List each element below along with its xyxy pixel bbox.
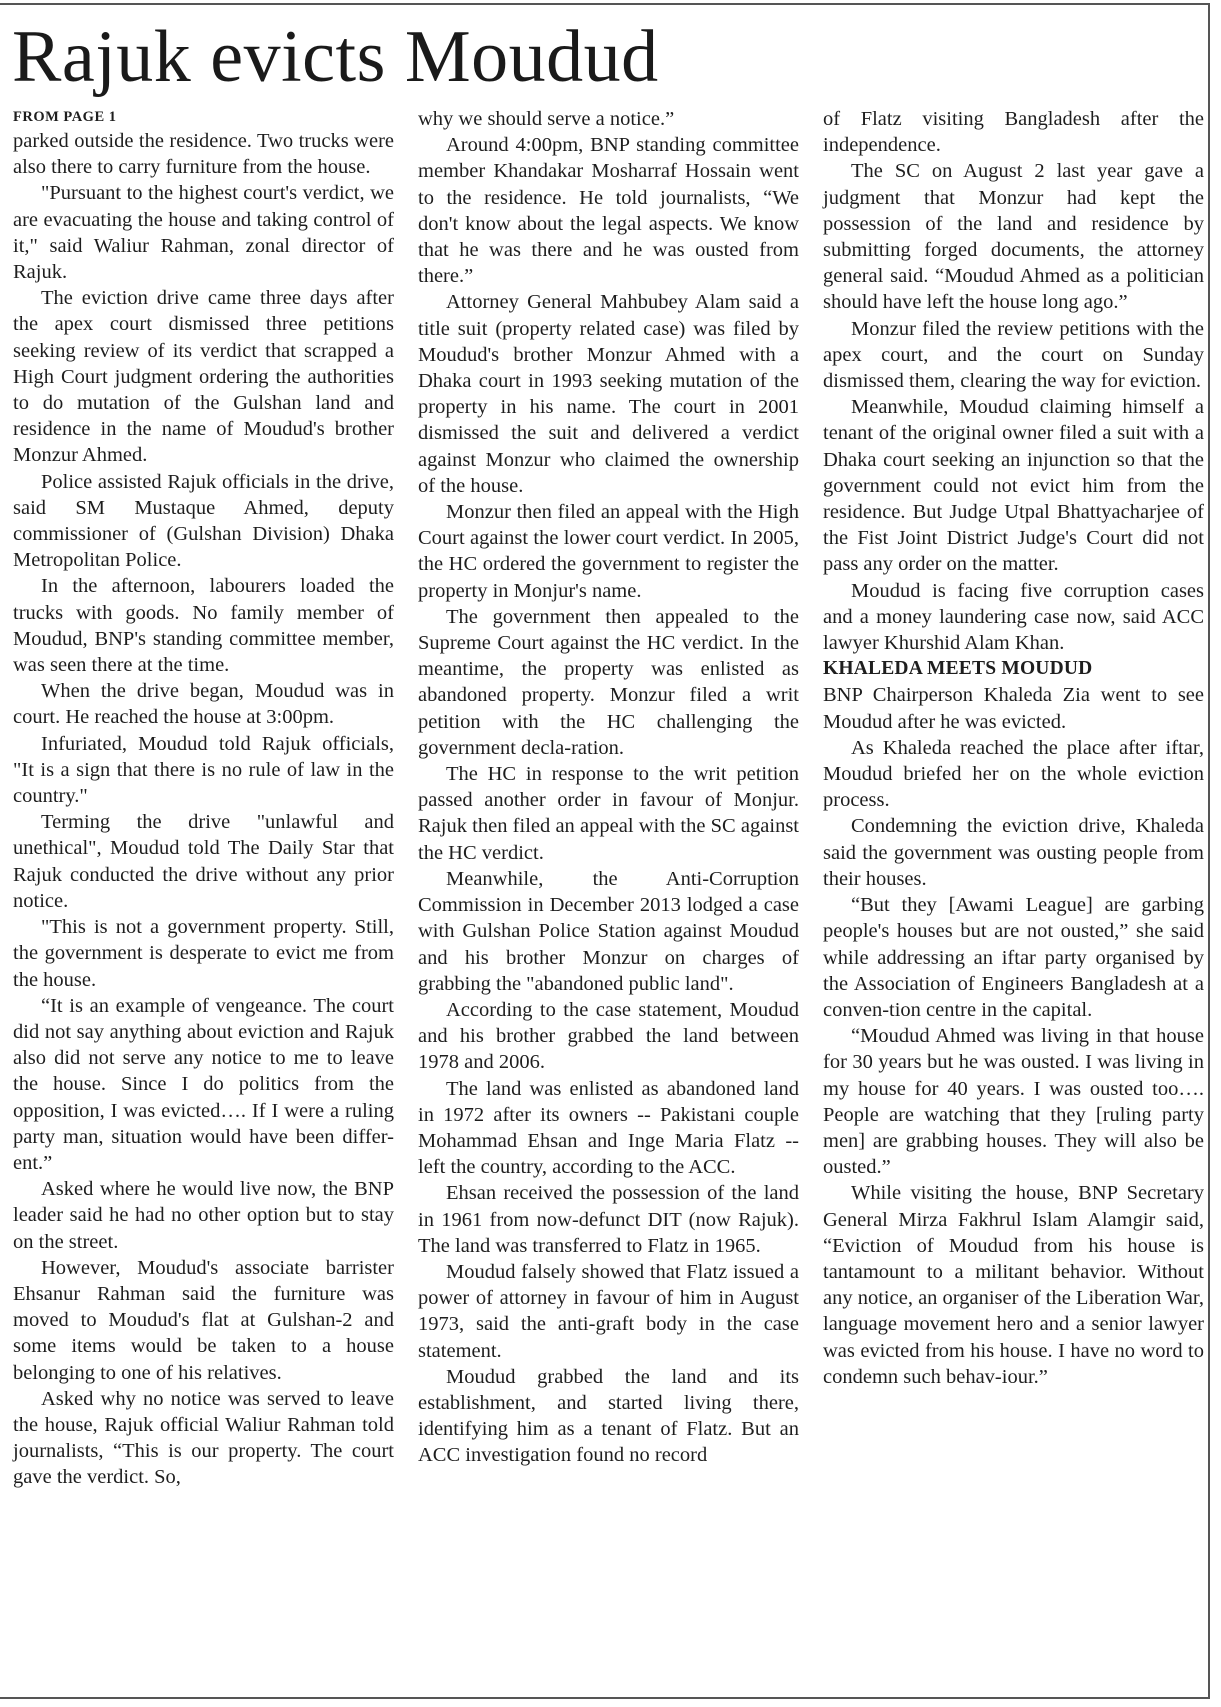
paragraph: The government then appealed to the Supreme Court against the HC verdict. In the meantime, the property was enlisted as abandoned property. Monzur filed a writ petition with the HC challenging the government decla-ration. xyxy=(418,605,799,759)
paragraph: “It is an example of vengeance. The court did not say anything about eviction and Rajuk also did not serve any notice to me to leave the house. Since I do politics from the opposition, I was evicted…. If I were a ruling party man, situation would have been differ-ent.” xyxy=(13,994,394,1174)
headline: Rajuk evicts Moudud xyxy=(12,16,659,98)
paragraph: Moudud falsely showed that Flatz issued a power of attorney in favour of him in August 1973, said the anti-graft body in the case statement. xyxy=(418,1260,799,1362)
continuation-label: FROM PAGE 1 xyxy=(13,109,117,125)
right-border-rule xyxy=(1208,3,1210,1698)
paragraph: Terming the drive "unlawful and unethical", Moudud told The Daily Star that Rajuk conducted the drive without any prior notice. xyxy=(13,811,394,912)
bottom-border-rule xyxy=(0,1697,1210,1699)
subheading: KHALEDA MEETS MOUDUD xyxy=(823,658,1093,680)
paragraph: Asked why no notice was served to leave the house, Rajuk official Waliur Rahman told journalists, “This is our property. The court gave the verdict. So, xyxy=(13,1387,394,1489)
paragraph: Monzur then filed an appeal with the High Court against the lower court verdict. In 2005, the HC ordered the government to register the property in Monjur's name. xyxy=(418,501,799,602)
paragraph: Moudud is facing five corruption cases and a money laundering case now, said ACC lawyer Khurshid Alam Khan. xyxy=(823,579,1204,655)
paragraph: Meanwhile, Moudud claiming himself a tenant of the original owner filed a suit with a Dhaka court seeking an injunction so that the government could not evict him from the residence. But Judge Utpal Bhattyacharjee of the Fist Joint District Judge's Court did not pass any order on the matter. xyxy=(823,396,1204,576)
paragraph: Moudud grabbed the land and its establishment, and started living there, identifying him as a tenant of Flatz. But an ACC investigation found no record xyxy=(418,1365,799,1467)
paragraph: Monzur filed the review petitions with the apex court, and the court on Sunday dismissed them, clearing the way for eviction. xyxy=(823,317,1204,393)
paragraph: Asked where he would live now, the BNP leader said he had no other option but to stay on the street. xyxy=(13,1178,394,1253)
paragraph: “Moudud Ahmed was living in that house for 30 years but he was ousted. I was living in my house for 40 years. I was ousted too…. People are watching that they [ruling party men] are grabbing houses. They will also be ousted.” xyxy=(823,1025,1204,1179)
paragraph: The land was enlisted as abandoned land in 1972 after its owners -- Pakistani couple Mohammad Ehsan and Inge Maria Flatz -- left the country, according to the ACC. xyxy=(418,1077,799,1179)
column-3 xyxy=(823,106,1204,1390)
paragraph: While visiting the house, BNP Secretary General Mirza Fakhrul Islam Alamgir said, “Eviction of Moudud from his house is tantamount to a militant behavior. Without any notice, an organiser of the Liberation War, language movement hero and a senior lawyer was evicted from his house. I have no word to condemn such behav-iour.” xyxy=(823,1182,1205,1388)
column-1 xyxy=(13,106,394,1491)
paragraph: Meanwhile, the Anti-Corruption Commission in December 2013 lodged a case with Gulshan Police Station against Moudud and his brother Monzur on charges of grabbing the "abandoned public land". xyxy=(418,867,799,995)
paragraph: When the drive began, Moudud was in court. He reached the house at 3:00pm. xyxy=(13,680,394,729)
paragraph: The HC in response to the writ petition passed another order in favour of Monjur. Rajuk then filed an appeal with the SC against the HC verdict. xyxy=(418,763,799,864)
paragraph: parked outside the residence. Two trucks were also there to carry furniture from the house. xyxy=(13,130,394,179)
paragraph: In the afternoon, labourers loaded the trucks with goods. No family member of Moudud, BNP's standing committee member, was seen there at the time. xyxy=(13,575,394,677)
paragraph: "This is not a government property. Still, the government is desperate to evict me from the house. xyxy=(13,916,394,991)
paragraph: Ehsan received the possession of the land in 1961 from now-defunct DIT (now Rajuk). The land was transferred to Flatz in 1965. xyxy=(418,1182,799,1257)
paragraph: of Flatz visiting Bangladesh after the independence. xyxy=(823,108,1204,157)
paragraph: Infuriated, Moudud told Rajuk officials, "It is a sign that there is no rule of law in the country." xyxy=(13,732,394,808)
paragraph: BNP Chairperson Khaleda Zia went to see Moudud after he was evicted. xyxy=(823,684,1204,733)
paragraph: why we should serve a notice.” xyxy=(418,108,675,130)
paragraph: Around 4:00pm, BNP standing committee member Khandakar Mosharraf Hossain went to the residence. He told journalists, “We don't know about the legal aspects. We know that he was there and he was ousted from there.” xyxy=(418,134,799,288)
paragraph: As Khaleda reached the place after iftar, Moudud briefed her on the whole eviction process. xyxy=(823,736,1204,812)
paragraph: Attorney General Mahbubey Alam said a title suit (property related case) was filed by Moudud's brother Monzur Ahmed with a Dhaka court in 1993 seeking mutation of the property in his name. The court in 2001 dismissed the suit and delivered a verdict against Monzur who claimed the ownership of the house. xyxy=(418,291,799,497)
paragraph: The eviction drive came three days after the apex court dismissed three petitions seeking review of its verdict that scrapped a High Court judgment ordering the authorities to do mutation of the Gulshan land and residence in the name of Moudud's brother Monzur Ahmed. xyxy=(13,287,394,467)
paragraph: “But they [Awami League] are garbing people's houses but are not ousted,” she said while addressing an iftar party organised by the Association of Engineers Bangladesh at a conven-tion centre in the capital. xyxy=(823,894,1204,1021)
top-border-rule xyxy=(0,3,1210,5)
paragraph: The SC on August 2 last year gave a judgment that Monzur had kept the possession of the land and residence by submitting forged documents, the attorney general said. “Moudud Ahmed as a politician should have left the house long ago.” xyxy=(823,160,1204,314)
paragraph: "Pursuant to the highest court's verdict, we are evacuating the house and taking control of it," said Waliur Rahman, zonal director of Rajuk. xyxy=(13,182,394,284)
column-2 xyxy=(418,106,799,1469)
paragraph: Police assisted Rajuk officials in the drive, said SM Mustaque Ahmed, deputy commissioner of (Gulshan Division) Dhaka Metropolitan Police. xyxy=(13,470,394,572)
paragraph: However, Moudud's associate barrister Ehsanur Rahman said the furniture was moved to Moudud's flat at Gulshan-2 and some items would be taken to a house belonging to one of his relatives. xyxy=(13,1256,394,1384)
paragraph: According to the case statement, Moudud and his brother grabbed the land between 1978 and 2006. xyxy=(418,998,799,1074)
paragraph: Condemning the eviction drive, Khaleda said the government was ousting people from their houses. xyxy=(823,815,1204,890)
